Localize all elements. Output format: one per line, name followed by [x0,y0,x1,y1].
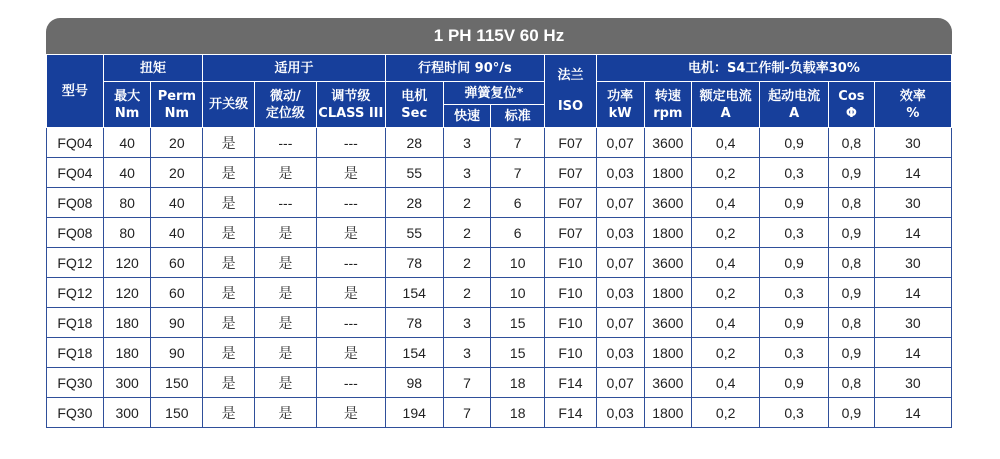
cell-spring-standard: 10 [491,278,545,308]
header-torque-perm-l2: Nm [164,105,190,121]
header-power-l1: 功率 [607,88,634,104]
cell-start-current: 0,9 [760,248,829,278]
cell-regulating: 是 [316,338,385,368]
cell-model: FQ18 [47,308,104,338]
cell-model: FQ18 [47,338,104,368]
cell-spring-fast: 3 [443,308,491,338]
cell-efficiency: 30 [874,308,951,338]
cell-micro: 是 [254,368,316,398]
cell-spring-fast: 2 [443,278,491,308]
cell-spring-standard: 15 [491,338,545,368]
cell-speed: 1800 [644,398,692,428]
table-header [47,55,952,128]
cell-torque-max: 180 [103,338,151,368]
cell-start-current: 0,9 [760,188,829,218]
cell-regulating: 是 [316,158,385,188]
cell-torque-perm: 150 [151,368,203,398]
cell-onoff: 是 [203,188,255,218]
cell-speed: 3600 [644,308,692,338]
cell-speed: 1800 [644,218,692,248]
cell-spring-standard: 6 [491,218,545,248]
header-reg-l2: CLASS III [318,105,384,121]
cell-cos-phi: 0,8 [829,188,875,218]
cell-speed: 3600 [644,368,692,398]
cell-onoff: 是 [203,308,255,338]
cell-cos-phi: 0,8 [829,248,875,278]
table-row [47,308,952,338]
header-motor-group: 电机：S4工作制-负载率30% [596,55,951,82]
cell-efficiency: 14 [874,338,951,368]
header-speed-l2: rpm [653,105,683,121]
cell-start-current: 0,3 [760,218,829,248]
cell-spring-fast: 7 [443,368,491,398]
cell-torque-perm: 60 [151,248,203,278]
header-applicable: 适用于 [203,55,386,82]
cell-micro: 是 [254,338,316,368]
cell-torque-perm: 90 [151,308,203,338]
header-speed [644,82,692,128]
cell-model: FQ08 [47,218,104,248]
header-efficiency [874,82,951,128]
cell-flange: F10 [545,248,597,278]
cell-motor-sec: 154 [385,338,443,368]
cell-torque-perm: 150 [151,398,203,428]
cell-spring-standard: 6 [491,188,545,218]
cell-flange: F07 [545,128,597,158]
cell-rated-current: 0,4 [692,188,760,218]
header-cos-l1: Cos [838,88,865,104]
cell-micro: 是 [254,248,316,278]
cell-power: 0,07 [596,248,644,278]
header-start-current [760,82,829,128]
header-motor-l2: Sec [401,105,428,121]
header-flange-l2: ISO [557,99,584,114]
cell-speed: 1800 [644,338,692,368]
header-cos-l2: Φ [845,105,857,121]
cell-cos-phi: 0,9 [829,338,875,368]
cell-model: FQ30 [47,368,104,398]
cell-rated-current: 0,2 [692,158,760,188]
cell-spring-standard: 10 [491,248,545,278]
header-micro [254,82,316,128]
header-speed-l1: 转速 [654,88,681,104]
cell-onoff: 是 [203,158,255,188]
cell-efficiency: 14 [874,158,951,188]
header-eff-l2: % [906,105,920,121]
header-torque-max [103,82,151,128]
cell-flange: F10 [545,308,597,338]
header-model: 型号 [47,55,104,128]
cell-motor-sec: 55 [385,158,443,188]
cell-power: 0,03 [596,158,644,188]
cell-power: 0,03 [596,398,644,428]
cell-regulating: --- [316,308,385,338]
cell-start-current: 0,3 [760,158,829,188]
cell-speed: 3600 [644,128,692,158]
header-torque-perm [151,82,203,128]
cell-flange: F10 [545,338,597,368]
cell-speed: 1800 [644,158,692,188]
cell-spring-fast: 2 [443,218,491,248]
header-rated-current [692,82,760,128]
table-row [47,278,952,308]
cell-efficiency: 30 [874,248,951,278]
table-title: 1 PH 115V 60 Hz [46,18,952,54]
cell-torque-max: 300 [103,368,151,398]
cell-regulating: --- [316,188,385,218]
cell-spring-standard: 18 [491,398,545,428]
table-body [47,128,952,428]
cell-onoff: 是 [203,218,255,248]
header-torque-max-l1: 最大 [114,88,141,104]
cell-spring-standard: 7 [491,158,545,188]
cell-model: FQ04 [47,158,104,188]
cell-start-current: 0,9 [760,308,829,338]
header-travel-time: 行程时间 90°/s [385,55,544,82]
header-motor-sec [385,82,443,128]
cell-power: 0,03 [596,278,644,308]
cell-efficiency: 14 [874,218,951,248]
cell-micro: 是 [254,398,316,428]
table-row [47,158,952,188]
table-row [47,218,952,248]
cell-power: 0,07 [596,308,644,338]
cell-start-current: 0,3 [760,278,829,308]
cell-rated-current: 0,4 [692,368,760,398]
cell-rated-current: 0,2 [692,338,760,368]
cell-spring-fast: 3 [443,338,491,368]
header-torque-perm-l1: Perm [157,88,196,104]
cell-spring-fast: 2 [443,248,491,278]
cell-torque-max: 300 [103,398,151,428]
header-motor-l1: 电机 [401,88,428,104]
cell-power: 0,03 [596,218,644,248]
cell-efficiency: 14 [874,278,951,308]
table-row [47,398,952,428]
cell-efficiency: 30 [874,368,951,398]
cell-regulating: --- [316,368,385,398]
cell-onoff: 是 [203,338,255,368]
cell-cos-phi: 0,8 [829,368,875,398]
cell-flange: F14 [545,368,597,398]
cell-spring-standard: 18 [491,368,545,398]
header-torque-max-l2: Nm [114,105,140,121]
header-start-l1: 起动电流 [768,88,821,104]
cell-model: FQ30 [47,398,104,428]
cell-torque-max: 120 [103,278,151,308]
table-row [47,128,952,158]
header-start-l2: A [789,105,800,121]
cell-spring-fast: 3 [443,158,491,188]
cell-model: FQ12 [47,248,104,278]
cell-regulating: --- [316,128,385,158]
header-flange-l1: 法兰 [557,68,584,83]
cell-cos-phi: 0,9 [829,218,875,248]
cell-efficiency: 30 [874,188,951,218]
header-rated-l2: A [720,105,731,121]
header-spring-standard: 标准 [491,105,545,128]
cell-motor-sec: 55 [385,218,443,248]
cell-regulating: 是 [316,278,385,308]
cell-torque-max: 80 [103,218,151,248]
cell-torque-max: 80 [103,188,151,218]
cell-torque-max: 180 [103,308,151,338]
cell-torque-max: 40 [103,128,151,158]
cell-motor-sec: 78 [385,248,443,278]
header-micro-l1: 微动/ [270,88,301,104]
spec-table-container [46,18,952,428]
cell-power: 0,07 [596,128,644,158]
header-reg-l1: 调节级 [331,88,371,104]
cell-start-current: 0,3 [760,338,829,368]
cell-start-current: 0,3 [760,398,829,428]
cell-motor-sec: 154 [385,278,443,308]
cell-model: FQ04 [47,128,104,158]
cell-cos-phi: 0,8 [829,128,875,158]
header-power [596,82,644,128]
cell-power: 0,07 [596,368,644,398]
cell-model: FQ08 [47,188,104,218]
cell-regulating: 是 [316,398,385,428]
cell-speed: 3600 [644,248,692,278]
cell-torque-perm: 20 [151,128,203,158]
table-row [47,248,952,278]
cell-motor-sec: 194 [385,398,443,428]
header-eff-l1: 效率 [899,88,926,104]
cell-micro: --- [254,188,316,218]
cell-micro: 是 [254,218,316,248]
cell-torque-perm: 60 [151,278,203,308]
header-spring-return: 弹簧复位* [443,82,544,105]
cell-spring-fast: 2 [443,188,491,218]
cell-regulating: 是 [316,218,385,248]
cell-speed: 3600 [644,188,692,218]
header-regulating [316,82,385,128]
cell-rated-current: 0,4 [692,128,760,158]
cell-flange: F07 [545,188,597,218]
cell-torque-perm: 40 [151,218,203,248]
cell-flange: F07 [545,218,597,248]
cell-efficiency: 14 [874,398,951,428]
table-row [47,188,952,218]
cell-cos-phi: 0,9 [829,398,875,428]
cell-speed: 1800 [644,278,692,308]
cell-micro: 是 [254,278,316,308]
cell-cos-phi: 0,9 [829,158,875,188]
cell-spring-standard: 7 [491,128,545,158]
cell-micro: 是 [254,308,316,338]
cell-motor-sec: 28 [385,188,443,218]
table-row [47,368,952,398]
cell-rated-current: 0,4 [692,248,760,278]
cell-rated-current: 0,2 [692,398,760,428]
cell-onoff: 是 [203,398,255,428]
cell-start-current: 0,9 [760,368,829,398]
cell-rated-current: 0,4 [692,308,760,338]
cell-flange: F14 [545,398,597,428]
cell-onoff: 是 [203,368,255,398]
cell-efficiency: 30 [874,128,951,158]
cell-model: FQ12 [47,278,104,308]
cell-power: 0,07 [596,188,644,218]
cell-start-current: 0,9 [760,128,829,158]
cell-flange: F10 [545,278,597,308]
cell-micro: --- [254,128,316,158]
cell-rated-current: 0,2 [692,218,760,248]
cell-motor-sec: 78 [385,308,443,338]
cell-onoff: 是 [203,128,255,158]
cell-rated-current: 0,2 [692,278,760,308]
cell-torque-max: 40 [103,158,151,188]
table-row [47,338,952,368]
header-spring-fast: 快速 [443,105,491,128]
cell-regulating: --- [316,248,385,278]
header-cos-phi [829,82,875,128]
cell-onoff: 是 [203,278,255,308]
header-torque: 扭矩 [103,55,202,82]
cell-motor-sec: 28 [385,128,443,158]
spec-table [46,54,952,428]
cell-spring-standard: 15 [491,308,545,338]
cell-torque-perm: 90 [151,338,203,368]
header-power-l2: kW [608,105,632,121]
cell-cos-phi: 0,9 [829,278,875,308]
cell-flange: F07 [545,158,597,188]
cell-onoff: 是 [203,248,255,278]
header-micro-l2: 定位级 [265,105,305,121]
header-rated-l1: 额定电流 [699,88,752,104]
cell-micro: 是 [254,158,316,188]
cell-motor-sec: 98 [385,368,443,398]
cell-torque-perm: 40 [151,188,203,218]
cell-spring-fast: 7 [443,398,491,428]
header-onoff: 开关级 [203,82,255,128]
header-flange [545,55,597,128]
cell-torque-max: 120 [103,248,151,278]
cell-spring-fast: 3 [443,128,491,158]
cell-cos-phi: 0,8 [829,308,875,338]
cell-power: 0,03 [596,338,644,368]
cell-torque-perm: 20 [151,158,203,188]
